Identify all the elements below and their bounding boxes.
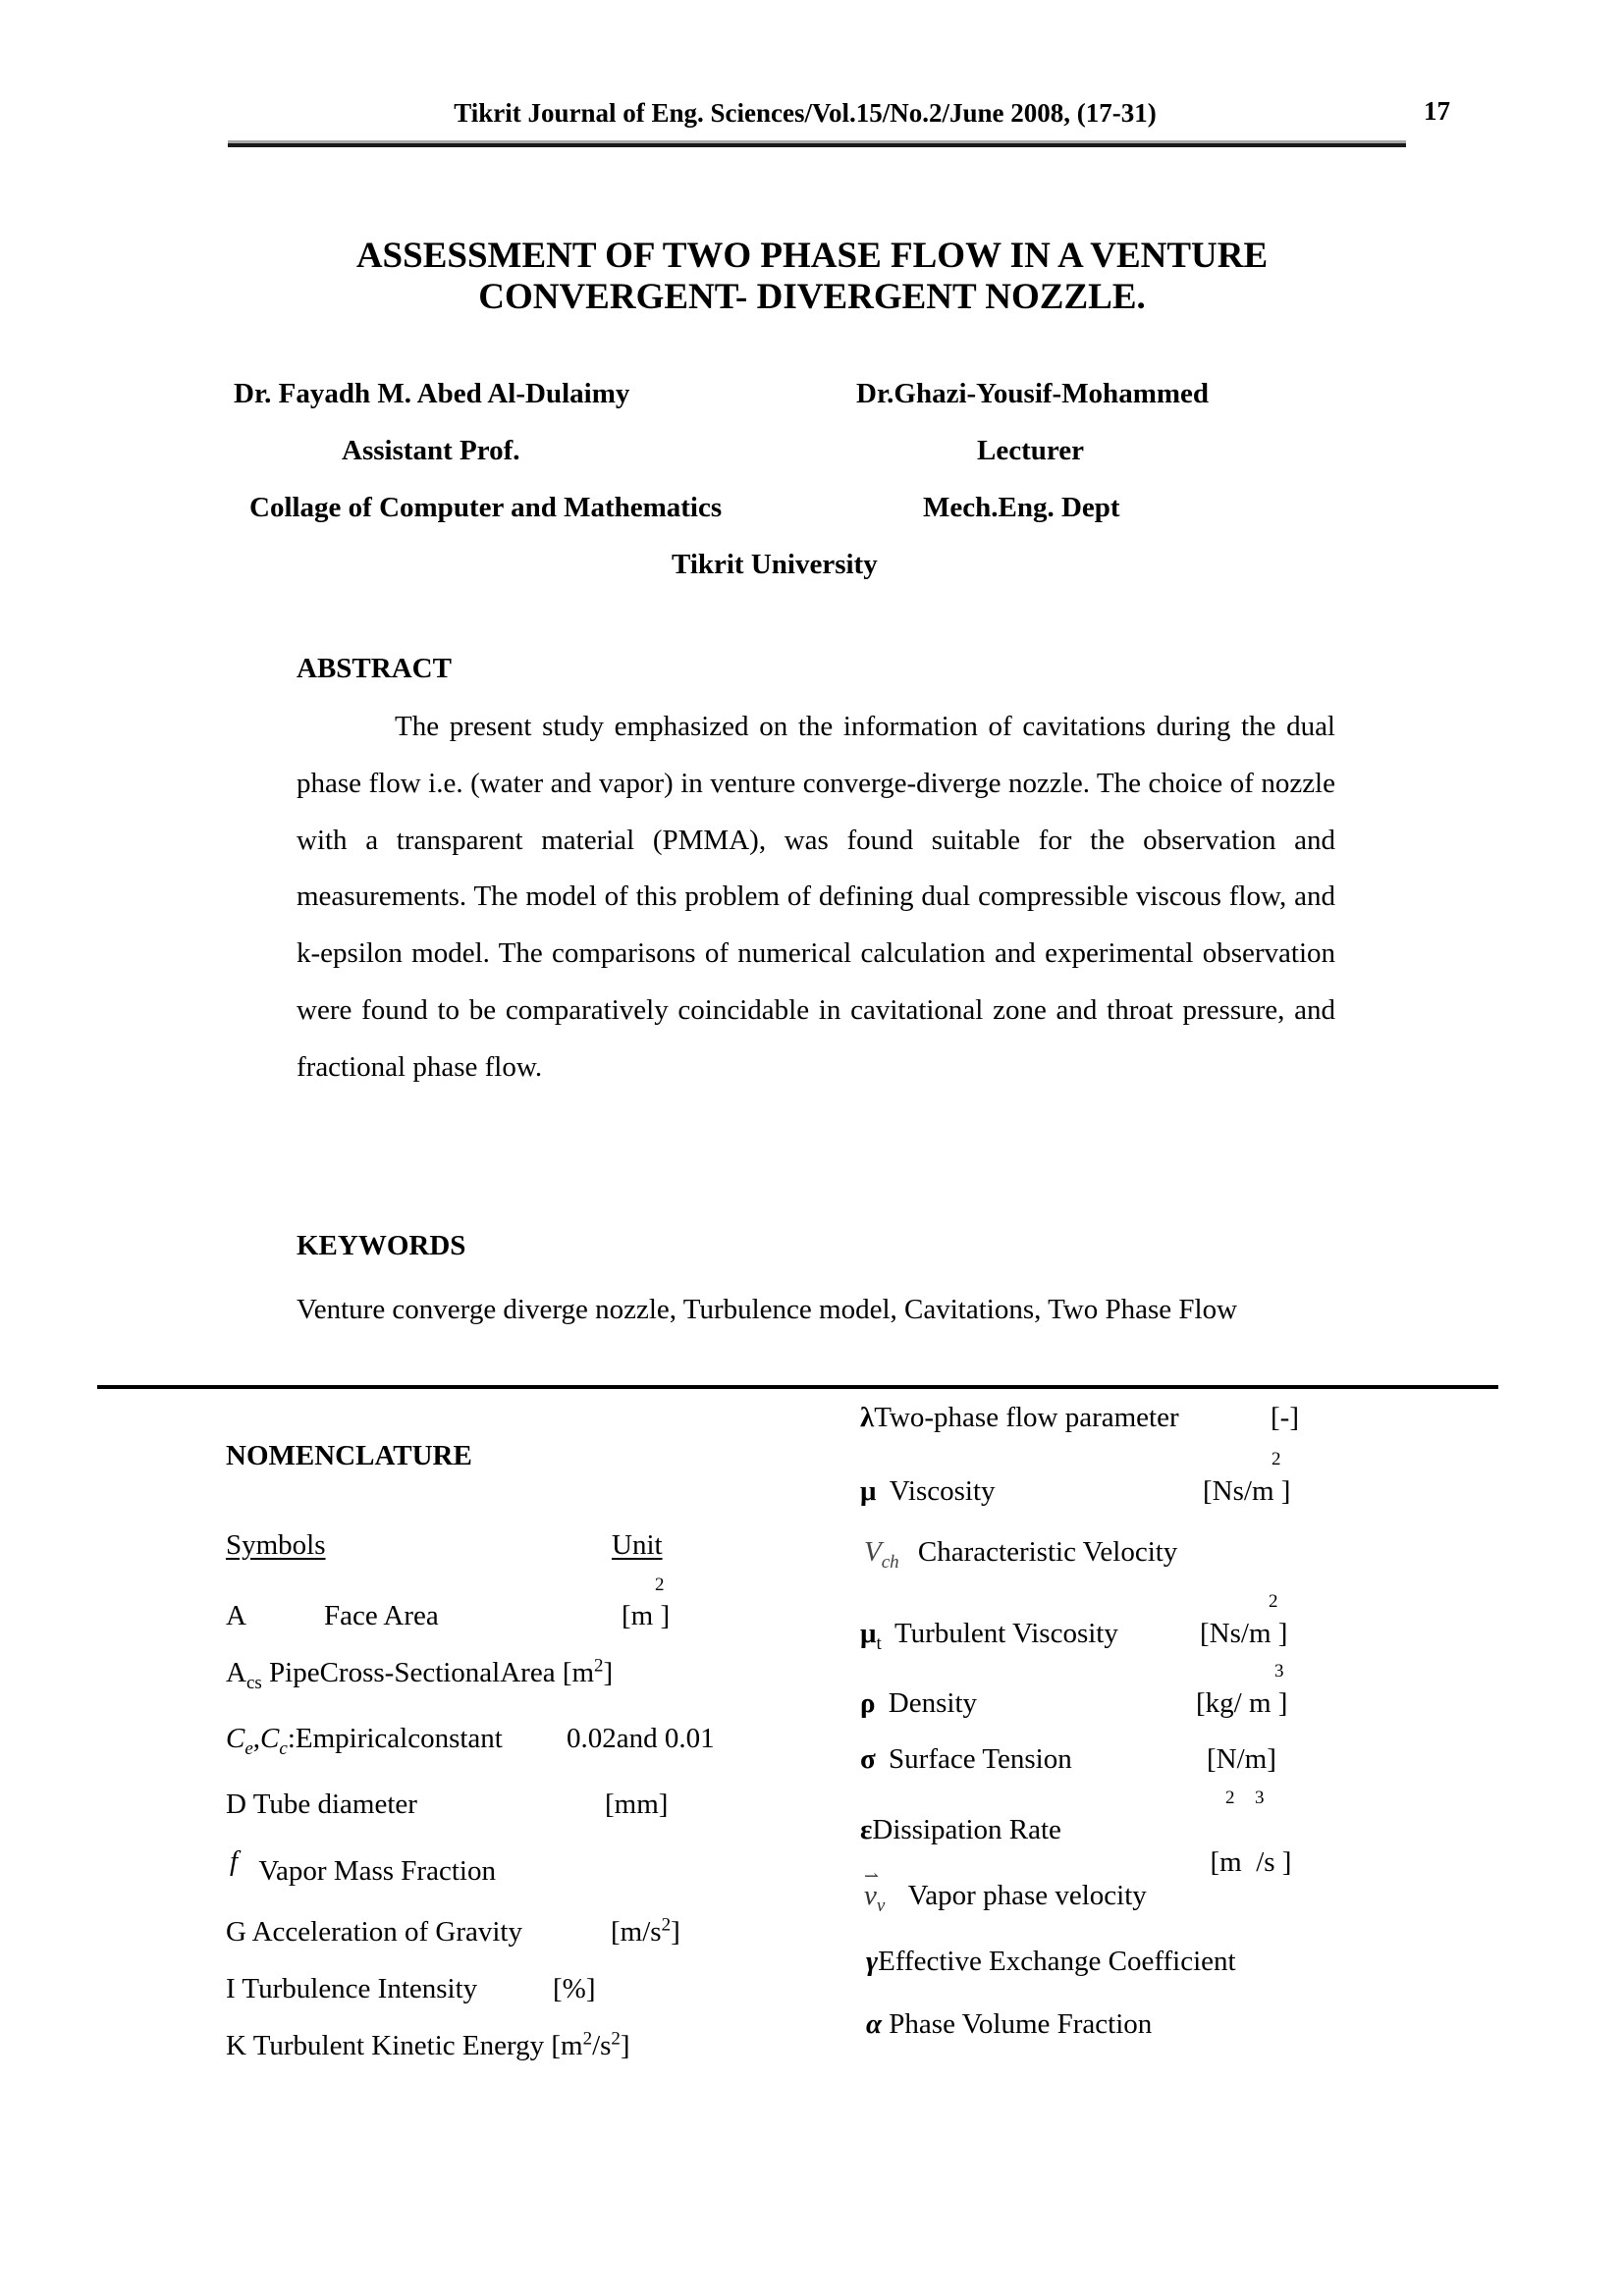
nomenclature-description: Characteristic Velocity — [917, 1536, 1178, 1568]
nomenclature-description: Phase Volume Fraction — [889, 2008, 1153, 2040]
nomenclature-unit: [Ns/m ] 2 — [1203, 1449, 1291, 1507]
keywords-heading: KEYWORDS — [297, 1230, 466, 1261]
nomenclature-item — [860, 1687, 977, 1720]
nomenclature-description: Effective Exchange Coefficient — [878, 1946, 1236, 1977]
nomenclature-unit: $[m/s^2]$ — [611, 1914, 680, 1948]
nomenclature-item: K Turbulent Kinetic Energy $[m^2/s^2]$ — [226, 2028, 630, 2061]
epsilon-symbol: ε — [860, 1814, 873, 1845]
nomenclature-item: D Tube diameter — [226, 1789, 417, 1820]
nomenclature-unit: [kg/ m ] 3 — [1196, 1661, 1288, 1719]
alpha-symbol: α — [866, 2008, 883, 2040]
nomenclature-description: Turbulence Intensity — [242, 1973, 478, 2004]
nomenclature-description: Vapor phase velocity — [907, 1880, 1147, 1911]
page-number: 17 — [1424, 96, 1450, 126]
nomenclature-unit: [Ns/m ] 2 — [1200, 1591, 1288, 1649]
nomenclature-unit: [%] — [553, 1973, 596, 2004]
gamma-symbol: γ — [866, 1946, 879, 1977]
lambda-symbol: λ — [860, 1402, 875, 1433]
nomenclature-unit: [m ] 2 — [622, 1575, 671, 1631]
mu-symbol: μ — [860, 1475, 877, 1507]
abstract-body — [297, 699, 1335, 1096]
author-1-position: Assistant Prof. — [342, 435, 520, 466]
nomenclature-unit: [mm] — [605, 1789, 669, 1820]
nomenclature-description: Surface Tension — [889, 1743, 1072, 1775]
nomenclature-description: Viscosity — [889, 1475, 996, 1507]
nomenclature-item — [226, 1600, 439, 1632]
abstract-heading: ABSTRACT — [297, 653, 452, 684]
paper-title — [216, 236, 1408, 318]
nomenclature-item: I Turbulence Intensity — [226, 1973, 478, 2004]
nomenclature-unit: 0.02and 0.01 — [567, 1723, 715, 1754]
nomenclature-unit: $[m^2/s^2]$ — [551, 2028, 630, 2061]
nomenclature-heading: NOMENCLATURE — [226, 1440, 472, 1471]
nomenclature-symbol: A — [226, 1600, 246, 1631]
nomenclature-description: Turbulent Kinetic Energy — [252, 2030, 545, 2061]
nomenclature-item: $A_{cs}$ PipeCross-SectionalArea $[m^2]$ — [226, 1655, 614, 1693]
nomenclature-unit: [m /s ] 2 3 — [1210, 1788, 1292, 1878]
vector-v-symbol: ⇀ v — [864, 1866, 880, 1911]
author-2-position: Lecturer — [977, 435, 1084, 466]
nomenclature-description: Vapor Mass Fraction — [258, 1855, 496, 1887]
nomenclature-description: Turbulent Viscosity — [893, 1618, 1118, 1649]
abstract-text: The present study emphasized on the information of cavitations during the dual phase flow i.e. (water and vapor) in venture converge-diverge nozzle. The choice of nozzle with a transparent material (PMMA), was found suitable for the observation and measurements. The model of this problem of defining dual compressible viscous flow, and k-epsilon model. The comparisons of numerical calculation and experimental observation were found to be comparatively coincidable in cavitational zone and throat pressure, and fractional phase flow. — [297, 711, 1335, 1083]
author-2-department: Mech.Eng. Dept — [923, 492, 1120, 523]
nomenclature-description: Acceleration of Gravity — [251, 1916, 522, 1948]
unit-column-header: Unit — [612, 1529, 663, 1561]
nomenclature-description: Tube diameter — [252, 1789, 417, 1820]
nomenclature-description: Two-phase flow parameter — [874, 1402, 1179, 1433]
nomenclature-description: Face Area — [324, 1600, 439, 1631]
nomenclature-item — [860, 1475, 996, 1508]
nomenclature-item — [860, 1743, 1072, 1776]
nomenclature-item: ⇀ $v_v$ Vapor phase velocity — [864, 1866, 1147, 1916]
nomenclature-item: f Vapor Mass Fraction — [230, 1845, 496, 1887]
nomenclature-item — [860, 1402, 1179, 1434]
nomenclature-unit: [-] — [1271, 1402, 1299, 1433]
nomenclature-unit: [N/m] — [1207, 1743, 1276, 1775]
author-1-name: Dr. Fayadh M. Abed Al-Dulaimy — [234, 378, 630, 409]
nomenclature-item: $V_{ch}$ Characteristic Velocity — [864, 1536, 1178, 1573]
sigma-symbol: σ — [860, 1743, 876, 1775]
author-1-department: Collage of Computer and Mathematics — [249, 492, 723, 523]
nomenclature-item — [860, 1814, 1061, 1846]
nomenclature-description: Density — [888, 1687, 977, 1719]
nomenclature-description: PipeCross-SectionalArea — [269, 1657, 556, 1688]
header-rule — [228, 140, 1406, 147]
symbols-column-header: Symbols — [226, 1529, 326, 1561]
section-divider — [97, 1385, 1498, 1389]
nomenclature-item: $\mu_t$ Turbulent Viscosity — [860, 1618, 1118, 1654]
nomenclature-description: :Empiricalconstant — [287, 1723, 503, 1754]
affiliation: Tikrit University — [672, 549, 878, 580]
nomenclature-item: G Acceleration of Gravity — [226, 1916, 522, 1948]
paper-title-line-2: CONVERGENT- DIVERGENT NOZZLE. — [478, 277, 1146, 317]
rho-symbol: ρ — [860, 1687, 876, 1719]
nomenclature-item — [866, 2008, 1152, 2041]
nomenclature-unit: $[m^2]$ — [562, 1655, 614, 1688]
paper-title-line-1: ASSESSMENT OF TWO PHASE FLOW IN A VENTURE — [355, 236, 1269, 276]
journal-header: Tikrit Journal of Eng. Sciences/Vol.15/No.2/June 2008, (17-31) — [454, 98, 1157, 128]
nomenclature-item — [866, 1946, 1236, 1978]
nomenclature-description: Dissipation Rate — [872, 1814, 1061, 1845]
author-2-name: Dr.Ghazi-Yousif-Mohammed — [856, 378, 1210, 409]
keywords-text: Venture converge diverge nozzle, Turbulence model, Cavitations, Two Phase Flow — [297, 1294, 1238, 1325]
nomenclature-item: $C_e,C_c:Empiricalconstant$ — [226, 1723, 503, 1759]
